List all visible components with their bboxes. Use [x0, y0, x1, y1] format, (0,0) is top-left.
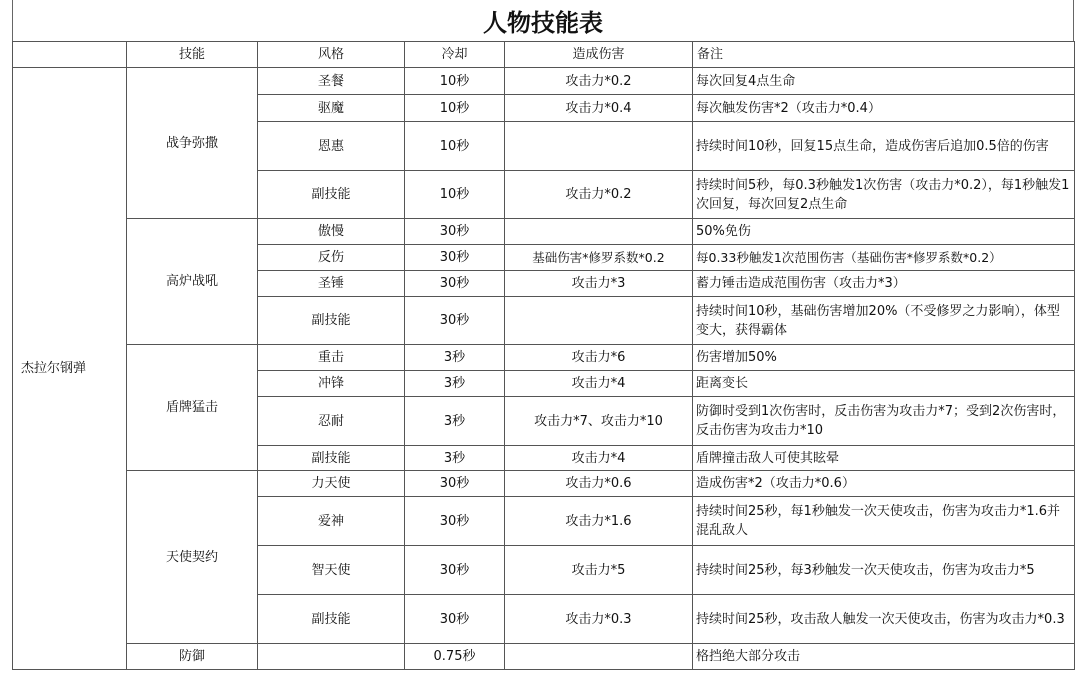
cooldown-cell: 30秒 — [405, 595, 505, 644]
note-cell: 持续时间25秒，每3秒触发一次天使攻击，伤害为攻击力*5 — [693, 546, 1075, 595]
damage-cell: 攻击力*6 — [505, 345, 693, 371]
skill-name: 盾牌猛击 — [127, 345, 258, 471]
note-cell: 造成伤害*2（攻击力*0.6） — [693, 471, 1075, 497]
table-row — [13, 644, 1075, 670]
table-row — [13, 68, 1075, 95]
damage-cell: 攻击力*5 — [505, 546, 693, 595]
style-cell: 副技能 — [258, 595, 405, 644]
damage-cell: 基础伤害*修罗系数*0.2 — [505, 245, 693, 271]
damage-cell: 攻击力*1.6 — [505, 497, 693, 546]
cooldown-cell: 10秒 — [405, 68, 505, 95]
style-cell: 智天使 — [258, 546, 405, 595]
style-cell: 驱魔 — [258, 95, 405, 122]
character-name: 杰拉尔钢弹 — [13, 68, 127, 670]
cooldown-cell: 3秒 — [405, 446, 505, 471]
header-blank — [13, 42, 127, 68]
cooldown-cell: 10秒 — [405, 95, 505, 122]
cooldown-cell: 30秒 — [405, 546, 505, 595]
damage-cell — [505, 644, 693, 670]
note-cell: 蓄力锤击造成范围伤害（攻击力*3） — [693, 271, 1075, 297]
header-note: 备注 — [693, 42, 1075, 68]
note-cell: 持续时间25秒，每1秒触发一次天使攻击，伤害为攻击力*1.6并混乱敌人 — [693, 497, 1075, 546]
header-row — [13, 42, 1075, 68]
damage-cell: 攻击力*0.6 — [505, 471, 693, 497]
damage-cell — [505, 219, 693, 245]
style-cell: 圣餐 — [258, 68, 405, 95]
cooldown-cell: 30秒 — [405, 497, 505, 546]
style-cell: 副技能 — [258, 446, 405, 471]
table-row — [13, 345, 1075, 371]
style-cell: 忍耐 — [258, 397, 405, 446]
note-cell: 50%免伤 — [693, 219, 1075, 245]
skill-name: 高炉战吼 — [127, 219, 258, 345]
style-cell: 爱神 — [258, 497, 405, 546]
style-cell: 力天使 — [258, 471, 405, 497]
note-cell: 距离变长 — [693, 371, 1075, 397]
style-cell: 冲锋 — [258, 371, 405, 397]
style-cell — [258, 644, 405, 670]
damage-cell: 攻击力*7、攻击力*10 — [505, 397, 693, 446]
table-row — [13, 219, 1075, 245]
cooldown-cell: 0.75秒 — [405, 644, 505, 670]
note-cell: 持续时间10秒，回复15点生命，造成伤害后追加0.5倍的伤害 — [693, 122, 1075, 171]
skill-name: 防御 — [127, 644, 258, 670]
header-damage: 造成伤害 — [505, 42, 693, 68]
note-cell: 伤害增加50% — [693, 345, 1075, 371]
cooldown-cell: 30秒 — [405, 245, 505, 271]
note-cell: 盾牌撞击敌人可使其眩晕 — [693, 446, 1075, 471]
note-cell: 每次触发伤害*2（攻击力*0.4） — [693, 95, 1075, 122]
cooldown-cell: 10秒 — [405, 122, 505, 171]
note-cell: 持续时间25秒，攻击敌人触发一次天使攻击，伤害为攻击力*0.3 — [693, 595, 1075, 644]
damage-cell: 攻击力*4 — [505, 371, 693, 397]
note-cell: 格挡绝大部分攻击 — [693, 644, 1075, 670]
note-cell: 持续时间5秒，每0.3秒触发1次伤害（攻击力*0.2），每1秒触发1次回复，每次回复2点生命 — [693, 171, 1075, 219]
style-cell: 圣锤 — [258, 271, 405, 297]
cooldown-cell: 3秒 — [405, 371, 505, 397]
note-cell: 每次回复4点生命 — [693, 68, 1075, 95]
damage-cell: 攻击力*4 — [505, 446, 693, 471]
cooldown-cell: 30秒 — [405, 271, 505, 297]
damage-cell: 攻击力*0.2 — [505, 171, 693, 219]
style-cell: 副技能 — [258, 297, 405, 345]
header-style: 风格 — [258, 42, 405, 68]
table-row — [13, 471, 1075, 497]
damage-cell — [505, 122, 693, 171]
skill-table — [12, 41, 1075, 670]
damage-cell: 攻击力*0.4 — [505, 95, 693, 122]
style-cell: 副技能 — [258, 171, 405, 219]
cooldown-cell: 30秒 — [405, 297, 505, 345]
damage-cell: 攻击力*0.2 — [505, 68, 693, 95]
note-cell: 防御时受到1次伤害时，反击伤害为攻击力*7；受到2次伤害时，反击伤害为攻击力*10 — [693, 397, 1075, 446]
header-skill: 技能 — [127, 42, 258, 68]
damage-cell: 攻击力*0.3 — [505, 595, 693, 644]
header-cooldown: 冷却 — [405, 42, 505, 68]
cooldown-cell: 3秒 — [405, 397, 505, 446]
damage-cell: 攻击力*3 — [505, 271, 693, 297]
cooldown-cell: 30秒 — [405, 471, 505, 497]
cooldown-cell: 30秒 — [405, 219, 505, 245]
skill-name: 天使契约 — [127, 471, 258, 644]
skill-name: 战争弥撒 — [127, 68, 258, 219]
style-cell: 反伤 — [258, 245, 405, 271]
style-cell: 傲慢 — [258, 219, 405, 245]
cooldown-cell: 3秒 — [405, 345, 505, 371]
style-cell: 重击 — [258, 345, 405, 371]
cooldown-cell: 10秒 — [405, 171, 505, 219]
note-cell: 持续时间10秒，基础伤害增加20%（不受修罗之力影响），体型变大，获得霸体 — [693, 297, 1075, 345]
note-cell: 每0.33秒触发1次范围伤害（基础伤害*修罗系数*0.2） — [693, 245, 1075, 271]
damage-cell — [505, 297, 693, 345]
style-cell: 恩惠 — [258, 122, 405, 171]
sheet-title: 人物技能表 — [12, 0, 1074, 42]
